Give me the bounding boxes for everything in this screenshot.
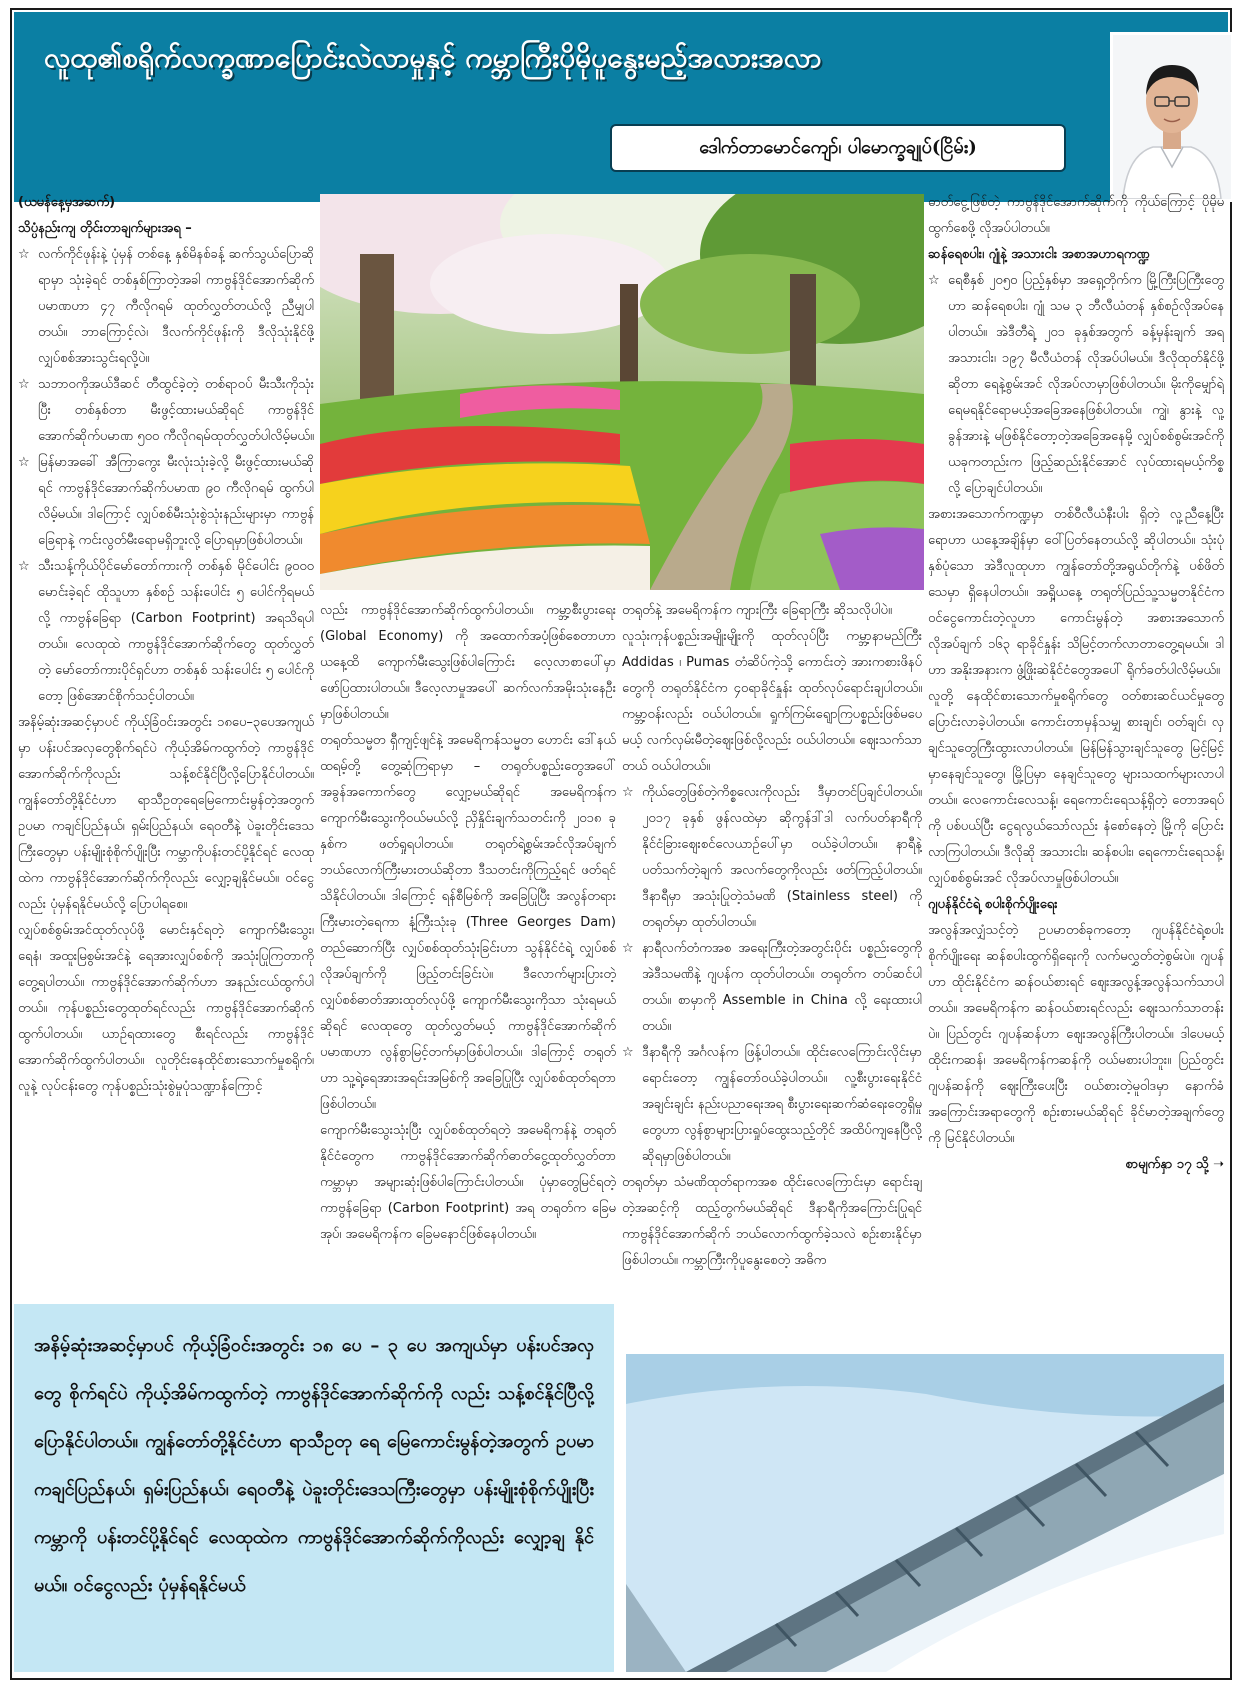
subheading: သိပ္ပံနည်းကျ တိုင်းတာချက်များအရ – xyxy=(18,221,192,236)
author-byline-text: ဒေါက်တာမောင်ကျော်၊ ပါမောက္ခချုပ်(ငြိမ်း) xyxy=(699,136,977,158)
bullet-paragraph: ☆ သီးသန့်ကိုယ်ပိုင်မော်တော်ကားကို တစ်နှစ် မိုင်ပေါင်း ၉၀၀၀ မောင်းခဲ့ရင် ထိုသူဟာ နှစ်စဉ် သန်းပေါင်း ၅ ပေါင်ကိုရမယ်လို့ ကာဗွန်ခြေရာ (Carbon Footprint) အရသိရပါတယ်။ လေထုထဲ ကာဗွန်ဒိုင်အောက်ဆိုက်တွေ ထုတ်လွှတ်တဲ့ မော်တော်ကားပိုင်ရှင်ဟာ တစ်နှစ် သန်းပေါင်း ၅ ပေါင်ကိုတော့ ဖြစ်အောင်စိုက်သင့်ပါတယ်။ xyxy=(18,554,314,710)
bullet-paragraph: ☆ ဒီနာရီကို အင်္ဂလန်က ဖြန့်ပါတယ်။ ထိုင်းလေကြောင်းလိုင်းမှာရောင်းတော့ ကျွန်တော်ဝယ်ခဲ့ပါတယ်။ လူ့စီးပွားရေးနိုင်ငံအချင်းချင်း နည်းပညာရေးအရ စီးပွားရေးဆက်ဆံရေးတွေရှိမှုတွေဟာ လွန်စွာများပြားရှုပ်ထွေးသည့်တိုင် အထိပ်ကျနေပြီလို့ဆိုရမှာဖြစ်ပါတယ်။ xyxy=(622,1040,922,1170)
subheading: ဆန်ရေစပါး၊ ဂျုံနဲ့ အသားငါး အစာအဟာရကဏ္ဍ xyxy=(928,247,1150,262)
continued-on-page: စာမျက်နှာ ၁၇ သို့ ➝ xyxy=(1125,1157,1224,1172)
bullet-paragraph: ☆ ကိုယ်တွေဖြစ်တဲ့ကိစ္စလေးကိုလည်း ဒီမှာတင်ပြချင်ပါတယ်။ ၂၀၁၇ ခုနှစ် ဖွန်လထဲမှာ ဆိုကွန်ဒါ်ဒါ လက်ပတ်နာရီကို နိုင်ငံခြားဈေးစင်လေယာဉ်ပေါ်မှာ ဝယ်ခဲ့ပါတယ်။ နာရီနဲ့ပတ်သက်တဲ့ချက် အလက်တွေကိုလည်း ဖတ်ကြည့်ပါတယ်။ ဒီနာရီမှာ အသုံးပြုတဲ့သံမဏိ (Stainless steel) ကို တရုတ်မှာ ထုတ်ပါတယ်။ xyxy=(622,780,922,936)
article-column-1 xyxy=(18,190,314,1298)
article-column-4 xyxy=(928,190,1224,1328)
article-header xyxy=(14,12,1228,202)
paragraph: တရုတ်နဲ့ အမေရိကန်က ကျားကြီး ခြေရာကြီး ဆိုသလိုပါပဲ။ xyxy=(622,603,892,618)
bullet-paragraph: ☆ လက်ကိုင်ဖုန်းနဲ့ ပုံမှန် တစ်နေ့ နှစ်မိနစ်ခန့် ဆက်သွယ်ပြောဆိုရာမှာ သုံးခဲ့ရင် တစ်နှစ်ကြာတဲ့အခါ ကာဗွန်ဒိုင်အောက်ဆိုက်ပမာဏဟာ ၄၇ ကီလိုဂရမ် ထုတ်လွှတ်တယ်လို့ ညီမျှပါတယ်။ ဘာကြောင့်လဲ၊ ဒီလက်ကိုင်ဖုန်းကို ဒီလိုသုံးနိုင်ဖို့ လျှပ်စစ်အားသွင်းရလို့ပဲ။ xyxy=(18,242,314,372)
paragraph: ကျောက်မီးသွေးသုံးပြီး လျှပ်စစ်ထုတ်ရတဲ့ အမေရိကန်နဲ့ တရုတ်နိုင်ငံတွေက ကာဗွန်ဒိုင်အောက်ဆိုက်ဓာတ်ငွေ့ထုတ်လွှတ်တာ ကမ္ဘာမှာ အများဆုံးဖြစ်ပါကြောင်းပါတယ်။ ပုံမှာတွေမြင်ရတဲ့ ကာဗွန်ခြေရာ (Carbon Footprint) အရ တရုတ်က ခြေမအုပ်၊ အမေရိကန်က ခြေမနောင်ဖြစ်နေပါတယ်။ xyxy=(320,1123,616,1242)
paragraph: တရုတ်မှာ သံမဏိထုတ်ရာကအစ ထိုင်းလေကြောင်းမှာ ရောင်းချတဲ့အဆင့်ကို ထည့်တွက်မယ်ဆိုရင် ဒီနာရီကိုအကြောင်းပြုရင် ကာဗွန်ဒိုင်အောက်ဆိုက် ဘယ်လောက်ထွက်ခဲ့သလဲ စဉ်းစားနိုင်မှာဖြစ်ပါတယ်။ ကမ္ဘာကြီးကိုပူနွေးစေတဲ့ အဓိက xyxy=(622,1175,922,1268)
paragraph: လည်း ကာဗွန်ဒိုင်အောက်ဆိုက်ထွက်ပါတယ်။ ကမ္ဘာ့စီးပွားရေး (Global Economy) ကို အထောက်အပံ့ဖြစ်စေတာဟာ ယနေ့ထိ ကျောက်မီးသွေးဖြစ်ပါကြောင်း လေ့လာစာပေါ်မှာ ဖော်ပြထားပါတယ်။ ဒီလေ့လာမှုအပေါ် ဆက်လက်အမိုးသုံးနေဦးမှာဖြစ်ပါတယ်။ xyxy=(320,603,616,722)
author-byline xyxy=(610,124,1066,172)
paragraph: လူသုံးကုန်ပစ္စည်းအမျိုးမျိုးကို ထုတ်လုပ်ပြီး ကမ္ဘာ့နာမည်ကြီး Addidas ၊ Pumas တံဆိပ်ကဲ့သို့ ကောင်းတဲ့ အားကစားဖိနပ်တွေကို တရုတ်နိုင်ငံက ၄၀ရာခိုင်နှုန်း ထုတ်လုပ်ရောင်းချပါတယ်။ ကမ္ဘာ့ဝန်းလည်း ဝယ်ပါတယ်။ ရှုက်ကြမ်းရျောကြပစ္စည်းဖြစ်မပေမယ့် လက်လှမ်းမီတဲ့ဈေးဖြစ်လို့လည်း ဝယ်ပါတယ်။ ဈေးသက်သာတယ် ဝယ်ပါတယ်။ xyxy=(622,629,922,774)
paragraph: တရုတ်သမ္မတ ရှီကျင့်ဖျင်နဲ့ အမေရိကန်သမ္မတ ဟောင်း ဒေါ်နယ်ထရမ့်တို့ တွေ့ဆုံကြရာမှာ – တရုတ်ပစ္စည်းတွေအပေါ် အခွန်အကောက်တွေ လျှော့မယ်ဆိုရင် အမေရိကန်က ကျောက်မီးသွေးကိုဝယ်မယ်လို့ ညှိနှိုင်းချက်သတင်းကို ၂၀၁၈ ခုနှစ်က ဖတ်ရှုရပါတယ်။ တရုတ်ရဲ့စွမ်းအင်လိုအပ်ချက် ဘယ်လောက်ကြီးမားတယ်ဆိုတာ ဒီသတင်းကိုကြည့်ရင် ဖတ်ရင်သိနိုင်ပါတယ်။ ဒါကြောင့် ရန်စီမြစ်ကို အခြေပြုပြီး အလွန်တရားကြီးမားတဲ့ရေကာ နံ့ကြီးသုံးခု (Three Georges Dam) တည်ဆောက်ပြီး လျှပ်စစ်ထုတ်သုံးခြင်းဟာ သွန်နိုင်ငံရဲ့ လျှပ်စစ်လိုအပ်ချက်ကို ဖြည့်တင်းခြင်းပဲ။ ဒီလောက်များပြားတဲ့ လျှပ်စစ်ဓာတ်အားထုတ်လုပ်ဖို့ ကျောက်မီးသွေးကိုသာ သုံးရမယ်ဆိုရင် လေထုတွေ ထုတ်လွှတ်မယ့် ကာဗွန်ဒိုင်အောက်ဆိုက်ပမာဏဟာ လွန်စွာမြင့်တက်မှာဖြစ်ပါတယ်။ ဒါကြောင့် တရုတ်ဟာ သူ့ရဲ့ရေအားအရင်းအမြစ်ကို အခြေပြုပြီး လျှပ်စစ်ထုတ်ရတာဖြစ်ပါတယ်။ xyxy=(320,733,616,1112)
paragraph: လျှပ်စစ်စွမ်းအင်ထုတ်လုပ်ဖို့ မောင်းနှင်ရတဲ့ ကျောက်မီးသွေး၊ ရေနံ၊ အထူးမြစွမ်းအင်နဲ့ ရေအားလျှပ်စစ်ကို အသုံးပြုကြတာကိုတွေ့ရပါတယ်။ ကာဗွန်ဒိုင်အောက်ဆိုက်ဟာ အနည်းငယ်ထွက်ပါတယ်။ ကုန်ပစ္စည်းတွေထုတ်ရင်လည်း ကာဗွန်ဒိုင်အောက်ဆိုက်ထွက်ပါတယ်။ ယာဉ်ရထားတွေ စီးရင်လည်း ကာဗွန်ဒိုင်အောက်ဆိုက်ထွက်ပါတယ်။ လူတိုင်းနေထိုင်စားသောက်မှုစရိုက်၊ လူနဲ့ လုပ်ငန်းတွေ ကုန်ပစ္စည်းသုံးစွဲမှုပုံသဏ္ဍာန်ကြောင့် xyxy=(18,923,314,1094)
bullet-paragraph: ☆ သဘာဝကိုအယ်ဒီဆင် တီထွင်ခဲ့တဲ့ တစ်ရာဝပ် မီးသီးကိုသုံးပြီး တစ်နှစ်တာ မီးဖွင့်ထားမယ်ဆိုရင် ကာဗွန်ဒိုင်အောက်ဆိုက်ပမာဏ ၅၀၀ ကီလိုဂရမ်ထုတ်လွှတ်ပါလိမ့်မယ်။ xyxy=(18,372,314,450)
paragraph: လူတို့ နေထိုင်စားသောက်မှုစရိုက်တွေ ဝတ်စားဆင်ယင်မှုတွေ ပြောင်းလာခဲ့ပါတယ်။ ကောင်းတာမှန်သမျှ စားချင်၊ ဝတ်ချင်၊ လှချင်သူတွေကြီးထွားလာပါတယ်။ မြန်မြန်သွားချင်သူတွေ မြင့်မြင့်မှာနေချင်သူတွေ၊ မြို့ပြမှာ နေချင်သူတွေ များသထက်များလာပါတယ်။ လေကောင်းလေသန့်၊ ရေကောင်းရေသန့်ရှိတဲ့ တောအရပ်ကို ပစ်ပယ်ပြီး ငွေရလွယ်သော်လည်း နံစော်နေတဲ့ မြို့ကို ပြောင်းလာကြပါတယ်။ ဒီလိုဆို အသားငါး၊ ဆန်စပါး၊ ရေကောင်းရေသန့်၊ လျှပ်စစ်စွမ်းအင် လိုအပ်လာမှုဖြစ်ပါတယ်။ xyxy=(928,689,1224,886)
paragraph: အစားအသောက်ကဏ္ဍမှာ တစ်ဝီလီယံနီးပါး ရှိတဲ့ လူ့ညီနေ့ပြီးရောဟာ ယနေ့အချိန်မှာ ဝေါ်ပြတ်နေတယ်လို့ ဆိုပါတယ်။ သုံးပုံနှစ်ပုံသော အဲဒီလူထုဟာ ကျွန်တော်တို့အရွယ်တိုက်နဲ့ ပစ်ဖိတ်သေမှာ ရှိနေပါတယ်။ အရှိ့ယနေ့ တရုတ်ပြည်သူ့သမ္မတနိုင်ငံက ဝင်ငွေကောင်းတဲ့လူဟာ ကောင်းမွန်တဲ့ အစားအသောက်လိုအပ်ချက် ၁၆၃ ရာခိုင်နှုန်း သိမြင့်တက်လာတာတွေ့ရမယ်။ ဒါဟာ အနိုးအနားက ဖွံ့ဖြိုးဆဲနိုင်ငံတွေအပေါ် ရိုက်ခတ်ပါလိမ့်မယ်။ xyxy=(928,507,1224,678)
author-portrait xyxy=(1110,32,1234,202)
three-gorges-dam-photo xyxy=(626,1354,1224,1672)
subheading: ဂျပန်နိုင်ငံရဲ့ စပါးစိုက်ပျိုးရေး xyxy=(928,897,1058,912)
paragraph: ဓာတ်ငွေ့ဖြစ်တဲ့ ကာဗွန်ဒိုင်အောက်ဆိုက်ကို ကိုယ်ကြောင့် ပိုမိုမထွက်စေဖို့ လိုအပ်ပါတယ်။ xyxy=(928,195,1224,236)
article-column-2 xyxy=(320,598,616,1298)
continued-note: (ယမန်နေ့မှအဆက်) xyxy=(18,195,116,210)
article-column-3 xyxy=(622,598,922,1298)
tulip-garden-photo xyxy=(320,194,924,590)
pull-quote: အနိမ့်ဆုံးအဆင့်မှာပင် ကိုယ့်ခြံဝင်းအတွင်း ၁၈ ပေ – ၃ ပေ အကျယ်မှာ ပန်းပင်အလှတွေ စိုက်ရင်ပဲ ကိုယ့်အိမ်ကထွက်တဲ့ ကာဗွန်ဒိုင်အောက်ဆိုက်ကို လည်း သန့်စင်နိုင်ပြီလို့ပြောနိုင်ပါတယ်။ ကျွန်တော်တို့နိုင်ငံဟာ ရာသီဥတု ရေ မြေကောင်းမွန်တဲ့အတွက် ဥပမာ ကချင်ပြည်နယ်၊ ရှမ်းပြည်နယ်၊ ရေဝတီနဲ့ ပဲခူးတိုင်းဒေသကြီးတွေမှာ ပန်းမျိုးစုံစိုက်ပျိုးပြီး ကမ္ဘာကို ပန်းတင်ပို့နိုင်ရင် လေထုထဲက ကာဗွန်ဒိုင်အောက်ဆိုက်ကိုလည်း လျှော့ချ နိုင်မယ်။ ဝင်ငွေလည်း ပုံမှန်ရနိုင်မယ် xyxy=(14,1304,614,1672)
paragraph: အနိမ့်ဆုံးအဆင့်မှာပင် ကိုယ့်ခြံဝင်းအတွင်း ၁၈ပေ–၃ပေအကျယ်မှာ ပန်းပင်အလှတွေစိုက်ရင်ပဲ ကိုယ့်အိမ်ကထွက်တဲ့ ကာဗွန်ဒိုင်အောက်ဆိုက်ကိုလည်း သန့်စင်နိုင်ပြီလို့ပြောနိုင်ပါတယ်။ ကျွန်တော်တို့နိုင်ငံဟာ ရာသီဥတုရေမြေကောင်းမွန်တဲ့အတွက် ဥပမာ ကချင်ပြည်နယ်၊ ရှမ်းပြည်နယ်၊ ရေဝတီနဲ့ ပဲခူးတိုင်းဒေသကြီးတွေမှာ ပန်းမျိုးစုံစိုက်ပျိုးပြီး ကမ္ဘာကိုပန်းတင်ပို့နိုင်ရင် လေထုထဲက ကာဗွန်ဒိုင်အောက်ဆိုက်ကိုလည်း လျှော့ချနိုင်မယ်။ ဝင်ငွေလည်း ပုံမှန်ရနိုင်မယ်လို့ ပြောပါရစေ။ xyxy=(18,715,314,912)
bullet-paragraph: ☆ မြန်မာအခေါ် အီကြာကွေး မီးလုံးသုံးခဲ့လို့ မီးဖွင့်ထားမယ်ဆိုရင် ကာဗွန်ဒိုင်အောက်ဆိုက်ပမာဏ ၉၀ ကီလိုဂရမ် ထွက်ပါလိမ့်မယ်။ ဒါကြောင့် လျှပ်စစ်မီးသုံးစွဲသုံးနည်းများမှာ ကာဗွန်ခြေရာနဲ့ ကင်းလွတ်မီးရောမရှိဘူးလို့ ပြောရမှာဖြစ်ပါတယ်။ xyxy=(18,450,314,554)
headline: လူထု၏စရိုက်လက္ခဏာပြောင်းလဲလာမှုနှင့် ကမ္ဘာကြီးပိုမိုပူနွေးမည့်အလားအလာ xyxy=(44,41,822,74)
paragraph: အလွန်အလျှံသင့်တဲ့ ဥပမာတစ်ခုကတော့ ဂျပန်နိုင်ငံရဲ့စပါးစိုက်ပျိုးရေး ဆန်စပါးထွက်ရှိရေးကို လက်မလွှတ်တဲ့စွမ်းပဲ။ ဂျပန်ဟာ ထိုင်းနိုင်ငံက ဆန်ဝယ်စားရင် ဈေးအလွန့်အလွန်သက်သာပါတယ်။ အမေရိကန်က ဆန်ဝယ်စားရင်လည်း ဈေးသက်သာတန်းပဲ။ ပြည်တွင်း ဂျပန်ဆန်ဟာ ဈေးအလွန်ကြီးပါတယ်။ ဒါပေမယ့် ထိုင်းကဆန်၊ အမေရိကန်ကဆန်ကို ဝယ်မစားပါဘူး။ ပြည်တွင်းဂျပန်ဆန်ကို ဈေးကြီးပေးပြီး ဝယ်စားတဲ့မူဝါဒမှာ နောက်ခံအကြောင်းအရာတွေကို စဉ်းစားမယ်ဆိုရင် ခိုင်မာတဲ့အချက်တွေကို မြင်နိုင်ပါတယ်။ xyxy=(928,923,1224,1146)
bullet-paragraph: ☆ ရေစီနှစ် ၂၀၅၀ ပြည့်နှစ်မှာ အရှေ့တိုက်က မြို့ကြီးပြကြီးတွေဟာ ဆန်ရေစပါး၊ ဂျုံ သမ ၃ ဘီလီယံတန် နှစ်စဉ်လိုအပ်နေပါတယ်။ အဲဒီတီရဲ့ ၂၀၁ ခုနှစ်အတွက် ခန့်မှန်းချက် အရ အသားငါး၊ ၁၉၇ မီလီယံတန် လိုအပ်ပါမယ်။ ဒီလိုထုတ်နိုင်ဖို့ဆိုတာ ရေနဲ့စွမ်းအင် လိုအပ်လာမှာဖြစ်ပါတယ်။ မိုးကိုမျှော်ရဲ့ ရေမရနိုင်ရောမယ့်အခြေအနေဖြစ်ပါတယ်။ ကျွဲ၊ နွားနဲ့ လူ့ခွန်အားနဲ့ မဖြစ်နိုင်တော့တဲ့အခြေအနေမို့ လျှပ်စစ်စွမ်းအင်ကို ယခုကတည်းက ဖြည့်ဆည်းနိုင်အောင် လုပ်ထားရမယ့်ကိစ္စလို့ ပြောချင်ပါတယ်။ xyxy=(928,268,1224,502)
bullet-paragraph: ☆ နာရီလက်တံကအစ အရေးကြီးတဲ့အတွင်းပိုင်း ပစ္စည်းတွေကို အဲဒီသမဏိနဲ့ ဂျပန်က ထုတ်ပါတယ်။ တရုတ်က တပ်ဆင်ပါတယ်။ စာမှာကို Assemble in China လို့ ရေးထားပါတယ်။ xyxy=(622,936,922,1040)
